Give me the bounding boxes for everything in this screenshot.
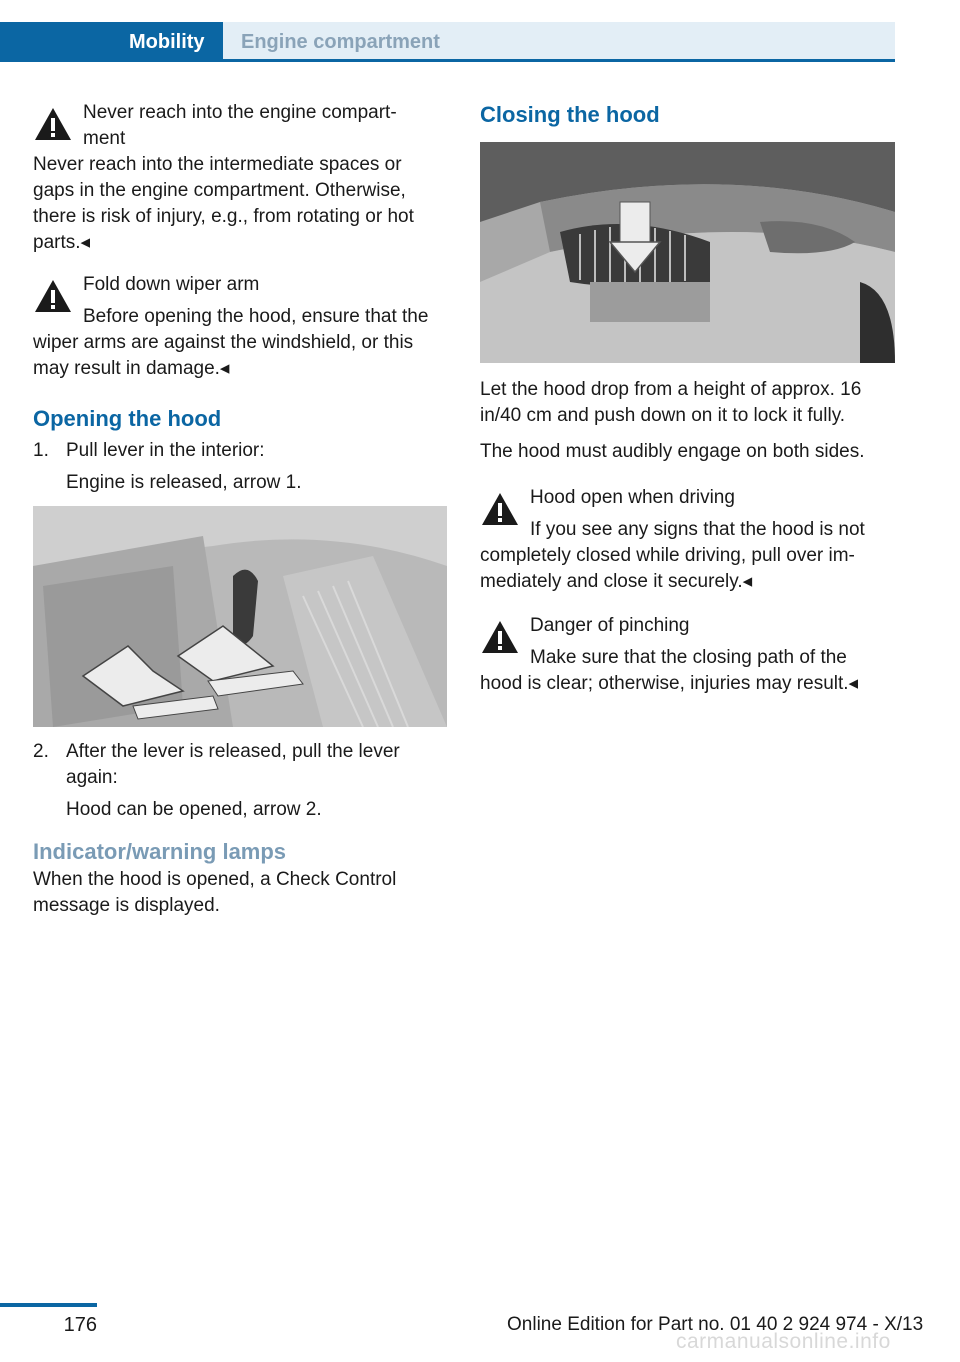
step-number: 2. <box>33 741 49 762</box>
warning-title: Hood open when driving <box>530 487 735 508</box>
warning-icon <box>480 491 520 527</box>
warning-body: wiper arms are against the windshield, or this may result in damage.◂ <box>33 332 414 379</box>
hood-image <box>480 142 895 363</box>
lever-image <box>33 506 447 727</box>
section-tab: Mobility <box>0 22 223 62</box>
warning-title-cont: ment <box>83 128 126 149</box>
watermark: carmanualsonline.info <box>676 1330 891 1353</box>
step-2 <box>33 739 447 791</box>
warning-title: Danger of pinching <box>530 615 690 636</box>
step-1-sub: Engine is released, arrow 1. <box>66 472 302 493</box>
warning-body-first: Before opening the hood, ensure that the <box>83 306 429 327</box>
warning-title: Never reach into the engine compart‐ <box>83 102 397 123</box>
warning-engine-compartment <box>33 100 447 256</box>
warning-hood-open <box>480 485 895 595</box>
warning-body: hood is clear; otherwise, injuries may result.◂ <box>480 673 859 694</box>
warning-wiper-arm <box>33 272 447 382</box>
edition-info: Online Edition for Part no. 01 40 2 924 974 - X/13 <box>507 1314 924 1335</box>
opening-hood-heading: Opening the hood <box>33 406 222 431</box>
closing-para-2: The hood must audibly engage on both sides. <box>480 441 865 462</box>
step-2-sub: Hood can be opened, arrow 2. <box>66 799 322 820</box>
footer-rule <box>0 1303 97 1307</box>
chapter-tab: Engine compartment <box>223 22 895 62</box>
warning-icon <box>33 106 73 142</box>
page-header <box>0 22 895 62</box>
warning-title: Fold down wiper arm <box>83 274 260 295</box>
warning-body-first: Make sure that the closing path of the <box>530 647 847 668</box>
indicator-heading: Indicator/warning lamps <box>33 839 287 864</box>
hood-illustration <box>480 142 895 363</box>
warning-icon <box>480 619 520 655</box>
warning-icon <box>33 278 73 314</box>
warning-pinching <box>480 613 895 697</box>
page-number: 176 <box>63 1314 97 1336</box>
closing-para-1: Let the hood drop from a height of approx. 16 in/40 cm and push down on it to lock it fully. <box>480 379 862 426</box>
step-number: 1. <box>33 440 49 461</box>
closing-hood-heading: Closing the hood <box>480 102 660 127</box>
right-column <box>480 100 895 709</box>
warning-body: completely closed while driving, pull over im‐ mediately and close it securely.◂ <box>480 545 855 592</box>
warning-body: Never reach into the intermediate spaces or gaps in the engine compartment. Otherwise, there is risk of injury, e.g., from rotating or hot parts.◂ <box>33 154 414 253</box>
lever-illustration <box>33 506 447 727</box>
warning-body-first: If you see any signs that the hood is not <box>530 519 865 540</box>
step-text: After the lever is released, pull the lever again: <box>66 741 400 788</box>
indicator-text: When the hood is opened, a Check Control message is displayed. <box>33 869 397 916</box>
step-1 <box>33 438 447 464</box>
left-column <box>33 100 447 919</box>
step-text: Pull lever in the interior: <box>66 440 265 461</box>
